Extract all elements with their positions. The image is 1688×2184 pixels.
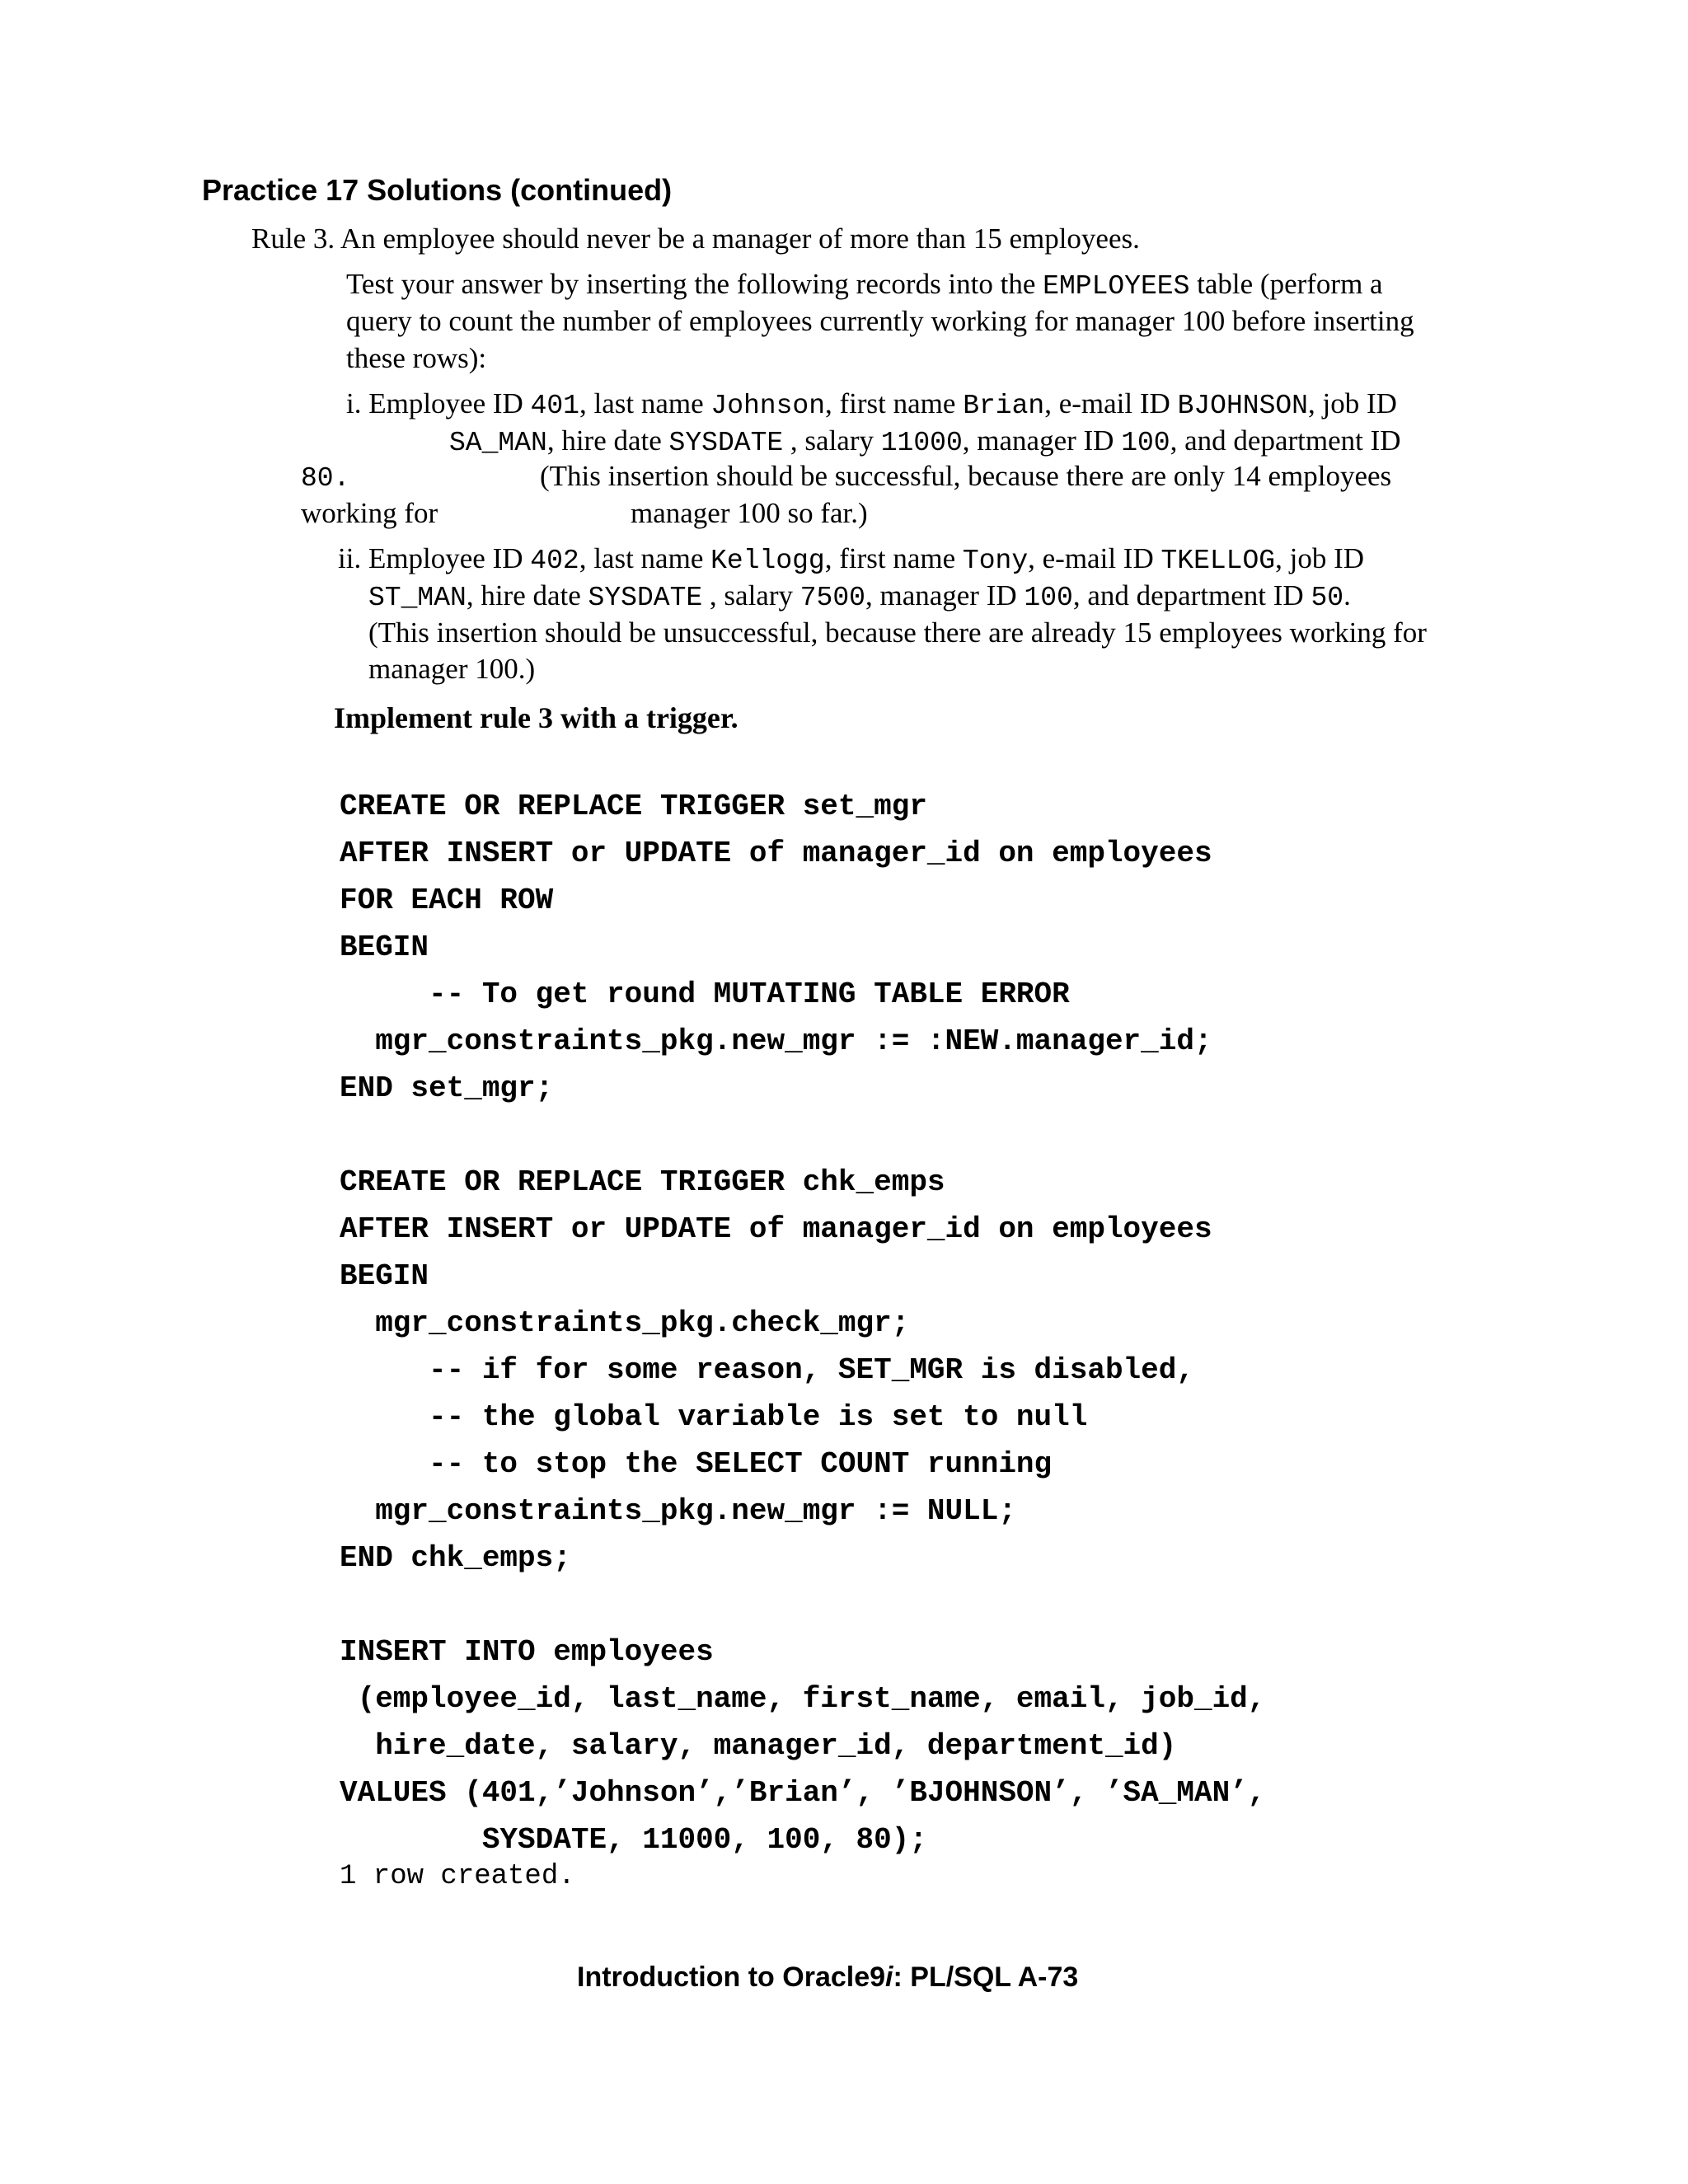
last-name: Johnson bbox=[710, 391, 826, 421]
code-line: BEGIN bbox=[340, 1259, 429, 1293]
salary: 7500 bbox=[799, 583, 865, 613]
item-text: , e-mail ID bbox=[1044, 387, 1178, 419]
code-line: -- to stop the SELECT COUNT running bbox=[340, 1447, 1053, 1481]
salary: 11000 bbox=[880, 428, 963, 458]
item-text: , manager ID bbox=[962, 424, 1122, 457]
test-line-1 bbox=[346, 268, 1383, 302]
department-id: 50 bbox=[1311, 583, 1344, 613]
rule-statement: Rule 3. An employee should never be a manager of more than 15 employees. bbox=[251, 223, 1140, 255]
test-text: table (perform a bbox=[1189, 268, 1383, 300]
item-text: , and department ID bbox=[1072, 579, 1311, 612]
job-id: SA_MAN bbox=[449, 428, 547, 458]
code-line: -- the global variable is set to null bbox=[340, 1400, 1088, 1434]
sql-output: 1 row created. bbox=[340, 1861, 575, 1892]
item-text: , last name bbox=[579, 542, 711, 574]
item-i-line-1 bbox=[346, 387, 1397, 421]
hire-date: SYSDATE bbox=[588, 583, 703, 613]
item-i-note-cont: working for bbox=[301, 497, 438, 529]
code-line: INSERT INTO employees bbox=[340, 1635, 714, 1669]
hire-date: SYSDATE bbox=[668, 428, 784, 458]
item-text: , salary bbox=[783, 424, 881, 457]
item-text: , e-mail ID bbox=[1028, 542, 1161, 574]
code-line: VALUES (401,’Johnson’,’Brian’, ’BJOHNSON’, ’SA_MAN’, bbox=[340, 1776, 1266, 1810]
item-text: , job ID bbox=[1275, 542, 1364, 574]
test-line-2: query to count the number of employees currently working for manager 100 before inserting bbox=[346, 305, 1414, 337]
code-line: BEGIN bbox=[340, 930, 429, 964]
item-text: , and department ID bbox=[1170, 424, 1401, 457]
employee-id: 401 bbox=[530, 391, 579, 421]
job-id: ST_MAN bbox=[368, 583, 467, 613]
item-text: , first name bbox=[824, 542, 963, 574]
code-line: END chk_emps; bbox=[340, 1541, 571, 1575]
code-line: CREATE OR REPLACE TRIGGER chk_emps bbox=[340, 1165, 945, 1199]
page-footer bbox=[577, 1961, 1078, 1994]
item-i-note-cont: manager 100 so far.) bbox=[631, 497, 868, 529]
code-line: END set_mgr; bbox=[340, 1071, 554, 1105]
item-text: , manager ID bbox=[865, 579, 1025, 612]
item-text: , hire date bbox=[546, 424, 669, 457]
implement-heading: Implement rule 3 with a trigger. bbox=[334, 701, 738, 734]
last-name: Kellogg bbox=[710, 546, 825, 576]
page-heading: Practice 17 Solutions (continued) bbox=[202, 173, 673, 207]
item-ii-line-1 bbox=[338, 542, 1364, 576]
item-ii-line-2 bbox=[368, 579, 1351, 613]
code-line: AFTER INSERT or UPDATE of manager_id on employees bbox=[340, 837, 1212, 870]
code-line: -- To get round MUTATING TABLE ERROR bbox=[340, 977, 1070, 1011]
item-ii-note-cont: manager 100.) bbox=[368, 653, 536, 685]
footer-text: Introduction to Oracle9 bbox=[577, 1961, 886, 1993]
manager-id: 100 bbox=[1121, 428, 1170, 458]
code-line: mgr_constraints_pkg.check_mgr; bbox=[340, 1306, 910, 1340]
item-text: ii. Employee ID bbox=[338, 542, 531, 574]
email-id: TKELLOG bbox=[1160, 546, 1276, 576]
item-i-line-2 bbox=[449, 424, 1401, 458]
code-line: hire_date, salary, manager_id, department_id) bbox=[340, 1729, 1177, 1763]
code-line: AFTER INSERT or UPDATE of manager_id on employees bbox=[340, 1212, 1212, 1246]
item-text: , salary bbox=[702, 579, 800, 612]
table-name: EMPLOYEES bbox=[1043, 271, 1190, 302]
footer-text: : PL/SQL A-73 bbox=[893, 1961, 1079, 1993]
item-text: , job ID bbox=[1308, 387, 1397, 419]
test-text: Test your answer by inserting the following records into the bbox=[346, 268, 1043, 300]
item-ii-note: (This insertion should be unsuccessful, because there are already 15 employees working for bbox=[368, 616, 1427, 649]
code-line: mgr_constraints_pkg.new_mgr := :NEW.manager_id; bbox=[340, 1024, 1212, 1058]
email-id: BJOHNSON bbox=[1177, 391, 1308, 421]
code-line: -- if for some reason, SET_MGR is disabled, bbox=[340, 1353, 1194, 1387]
test-line-3: these rows): bbox=[346, 342, 487, 374]
code-line: (employee_id, last_name, first_name, email, job_id, bbox=[340, 1682, 1266, 1716]
item-text: , first name bbox=[825, 387, 964, 419]
item-text: , last name bbox=[579, 387, 711, 419]
item-i-note: (This insertion should be successful, because there are only 14 employees bbox=[540, 460, 1392, 492]
code-line: FOR EACH ROW bbox=[340, 883, 554, 917]
item-text: . bbox=[1343, 579, 1351, 612]
employee-id: 402 bbox=[530, 546, 579, 576]
manager-id: 100 bbox=[1024, 583, 1073, 613]
item-text: , hire date bbox=[466, 579, 588, 612]
item-text: i. Employee ID bbox=[346, 387, 531, 419]
department-id: 80. bbox=[301, 463, 350, 494]
first-name: Brian bbox=[963, 391, 1045, 421]
code-line: mgr_constraints_pkg.new_mgr := NULL; bbox=[340, 1494, 1016, 1528]
footer-italic: i bbox=[885, 1961, 893, 1993]
code-line: SYSDATE, 11000, 100, 80); bbox=[340, 1823, 927, 1857]
code-line: CREATE OR REPLACE TRIGGER set_mgr bbox=[340, 790, 927, 823]
first-name: Tony bbox=[962, 546, 1029, 576]
